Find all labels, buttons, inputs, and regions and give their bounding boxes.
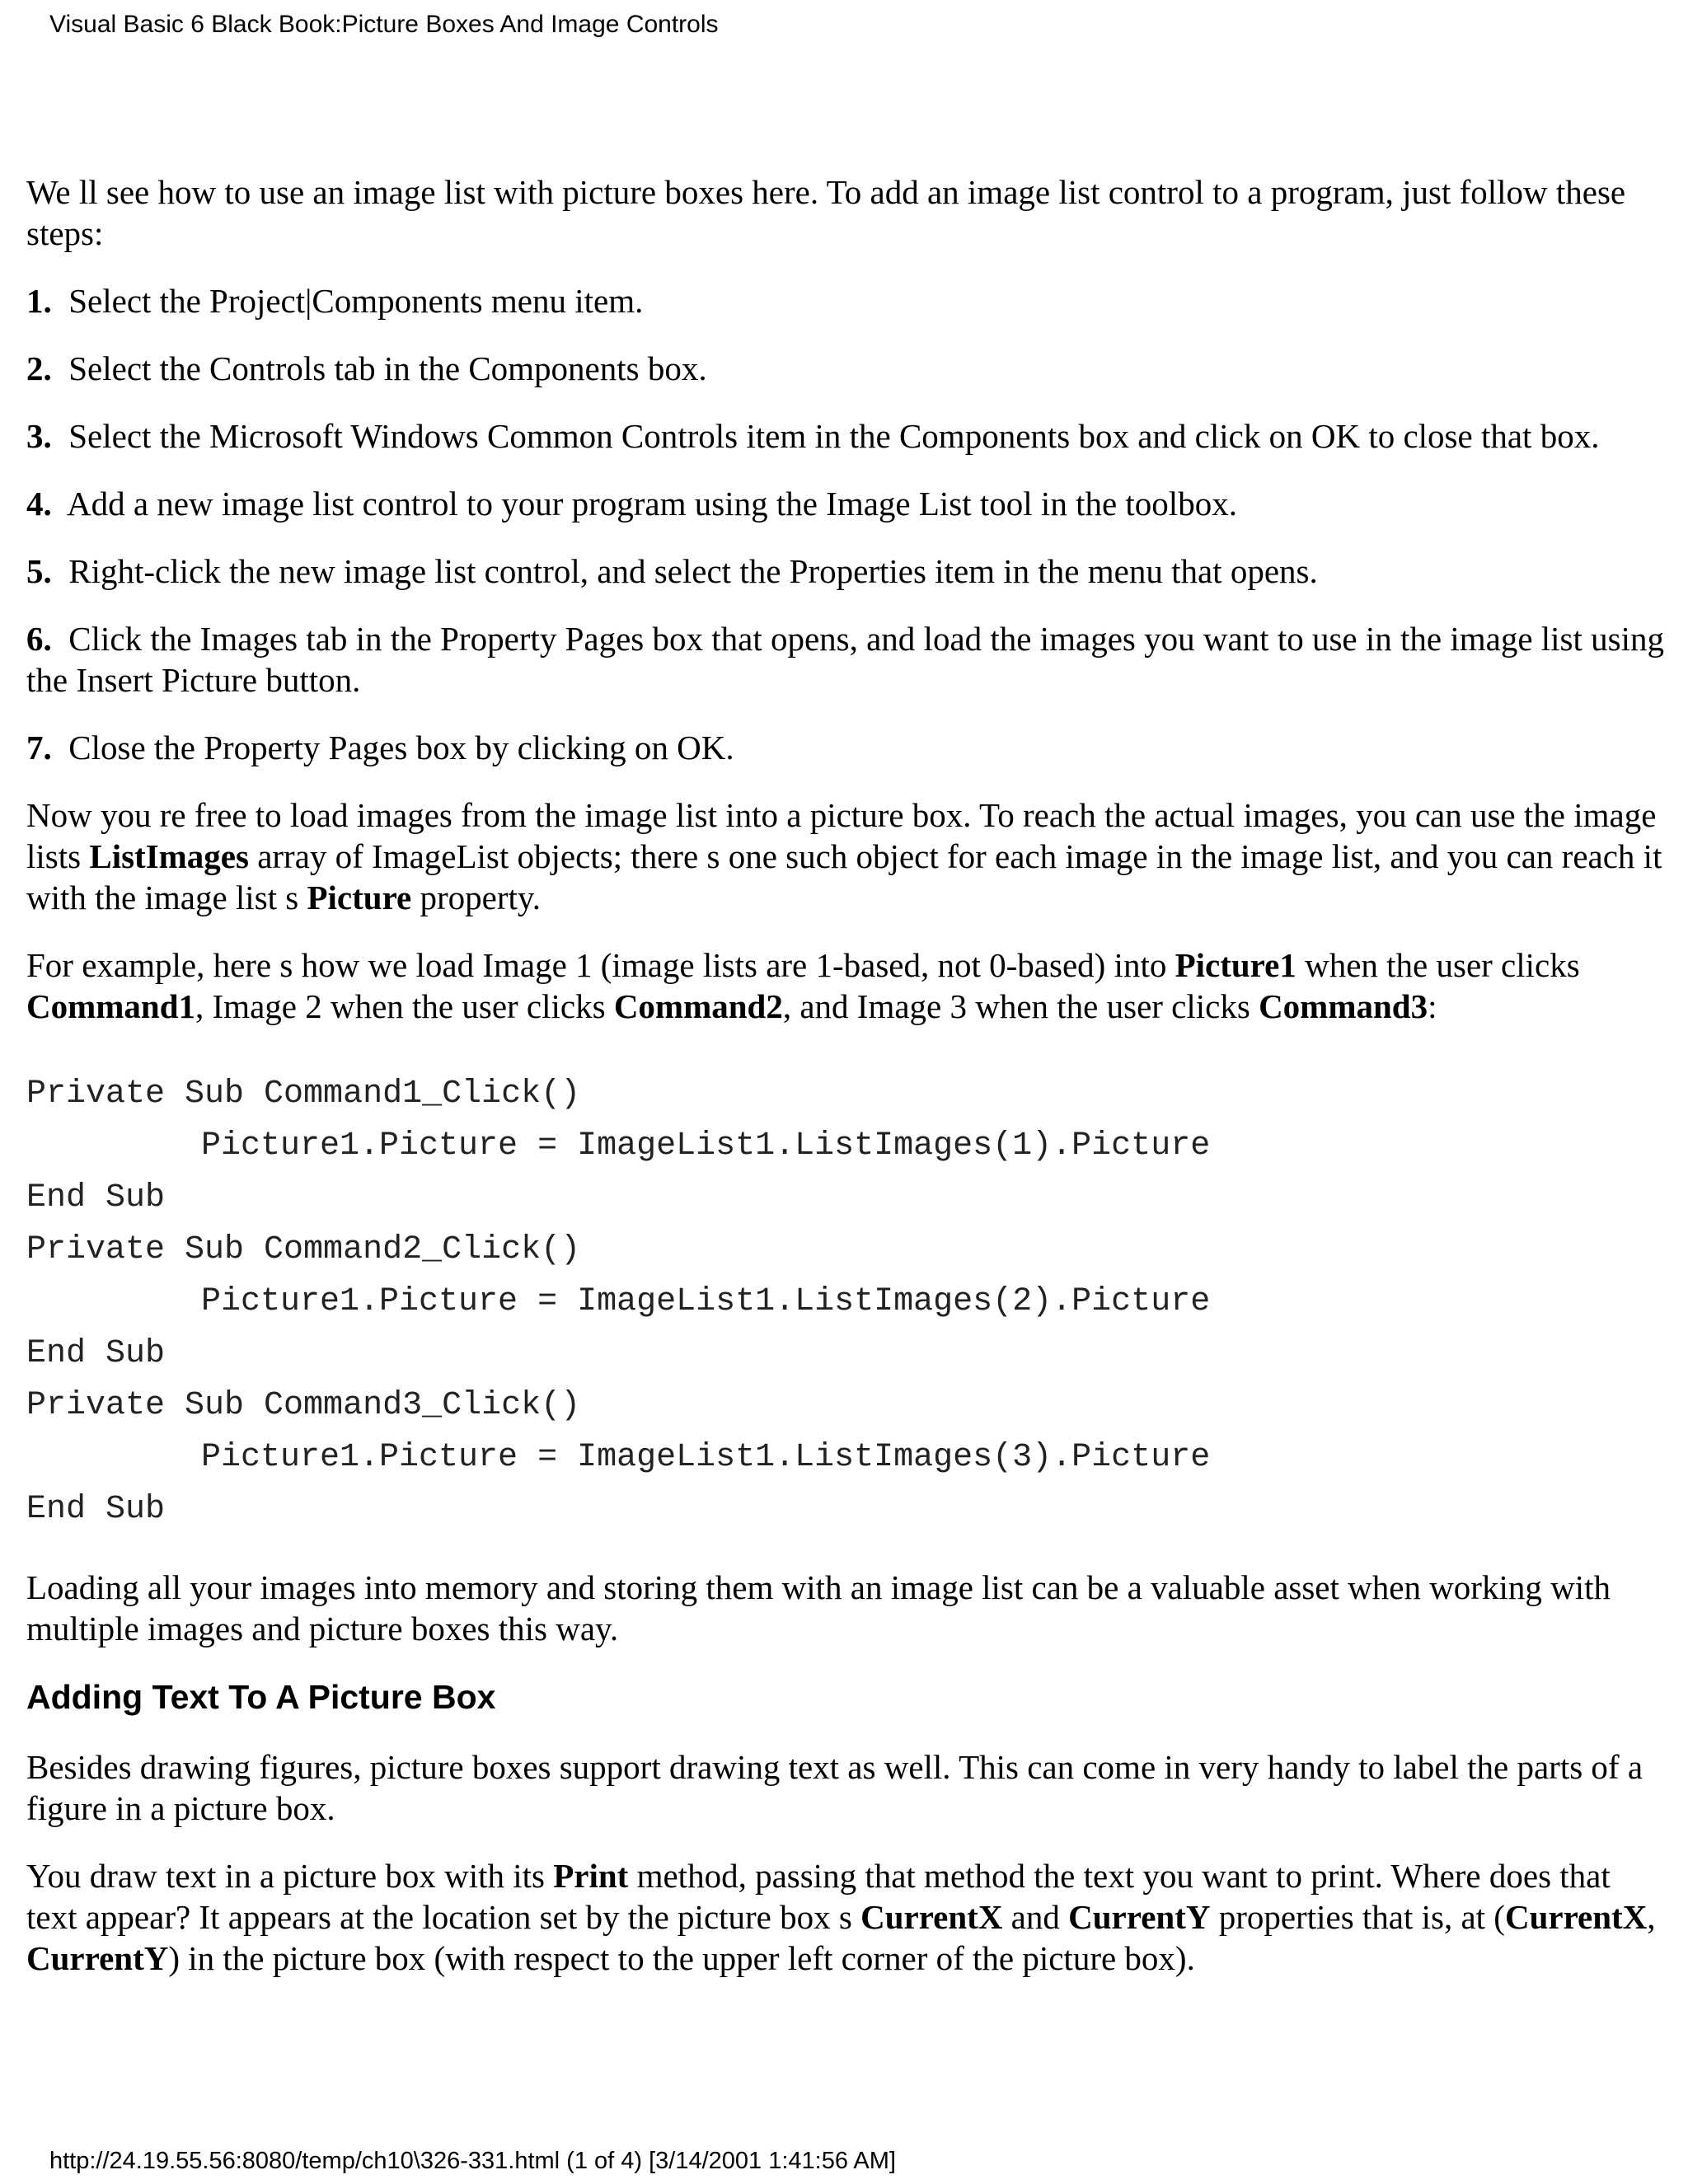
step-5 [26, 551, 1667, 592]
loading-paragraph: Loading all your images into memory and storing them with an image list can be a valuable asset when working with multiple images and picture boxes this way. [26, 1568, 1611, 1647]
step-text: Close the Property Pages box by clicking on OK. [68, 729, 734, 766]
intro-paragraph: We ll see how to use an image list with picture boxes here. To add an image list control to a program, just follow these steps: [26, 173, 1626, 252]
step-1 [26, 280, 1667, 321]
image-list-paragraph: Now you re free to load images from the image list into a picture box. To reach the actual images, you can use the image lists ListImages array of ImageList objects; there s one such object for each image in the image list, and you can reach it with the image list s Picture property. [26, 796, 1662, 916]
step-number: 5. [26, 552, 52, 590]
listimages-term: ListImages [89, 837, 249, 875]
code-listing [26, 1068, 1667, 1535]
code-line: End Sub [26, 1491, 166, 1528]
step-text: Right-click the new image list control, and select the Properties item in the menu that opens. [68, 552, 1318, 590]
code-line: Private Sub Command1_Click() [26, 1076, 581, 1113]
step-2 [26, 348, 1667, 389]
step-text: Add a new image list control to your program using the Image List tool in the toolbox. [67, 485, 1237, 523]
code-line: Private Sub Command2_Click() [26, 1231, 581, 1268]
step-number: 7. [26, 729, 52, 766]
step-text: Select the Controls tab in the Components box. [68, 349, 707, 387]
step-number: 6. [26, 620, 52, 658]
currenty-term: CurrentY [1068, 1898, 1211, 1936]
print-paragraph: You draw text in a picture box with its Print method, passing that method the text you want to print. Where does that text appear? It appears at the location set by the picture box s CurrentX and CurrentY properties that is, at (CurrentX, CurrentY) in the picture box (with respect to the upper left corner of the picture box). [26, 1857, 1656, 1977]
code-line: Picture1.Picture = ImageList1.ListImages(1).Picture [201, 1127, 1211, 1165]
step-number: 4. [26, 485, 52, 523]
command2-term: Command2 [613, 987, 783, 1025]
step-3 [26, 415, 1667, 457]
step-text: Click the Images tab in the Property Pages box that opens, and load the images you want to use in the image list using the Insert Picture button. [26, 620, 1664, 699]
code-line: Private Sub Command3_Click() [26, 1387, 581, 1424]
step-7 [26, 727, 1667, 768]
picture1-term: Picture1 [1175, 946, 1296, 984]
step-text: Select the Project|Components menu item. [68, 282, 644, 320]
command1-term: Command1 [26, 987, 196, 1025]
page-footer-url: http://24.19.55.56:8080/temp/ch10\326-331.html (1 of 4) [3/14/2001 1:41:56 AM] [49, 2148, 896, 2174]
command3-term: Command3 [1259, 987, 1428, 1025]
example-paragraph: For example, here s how we load Image 1 (image lists are 1-based, not 0-based) into Picture1 when the user clicks Command1, Image 2 when the user clicks Command2, and Image 3 when the user clicks Command3: [26, 946, 1580, 1025]
step-4 [26, 483, 1667, 524]
currentx-term: CurrentX [860, 1898, 1003, 1936]
step-text: Select the Microsoft Windows Common Controls item in the Components box and click on OK to close that box. [68, 417, 1600, 455]
picture-term: Picture [307, 879, 412, 916]
print-term: Print [553, 1857, 629, 1895]
currenty-term: CurrentY [26, 1939, 169, 1977]
page-header-title: Visual Basic 6 Black Book:Picture Boxes And Image Controls [49, 11, 719, 38]
currentx-term: CurrentX [1504, 1898, 1648, 1936]
code-line: End Sub [26, 1179, 166, 1216]
code-line: End Sub [26, 1335, 166, 1372]
code-line: Picture1.Picture = ImageList1.ListImages(2).Picture [201, 1283, 1211, 1320]
step-6 [26, 618, 1667, 701]
section-heading: Adding Text To A Picture Box [26, 1678, 496, 1716]
document-body [26, 171, 1667, 2005]
step-number: 3. [26, 417, 52, 455]
code-line: Picture1.Picture = ImageList1.ListImages(3).Picture [201, 1439, 1211, 1476]
step-number: 1. [26, 282, 52, 320]
besides-paragraph: Besides drawing figures, picture boxes support drawing text as well. This can come in very handy to label the parts of a figure in a picture box. [26, 1748, 1643, 1827]
step-number: 2. [26, 349, 52, 387]
